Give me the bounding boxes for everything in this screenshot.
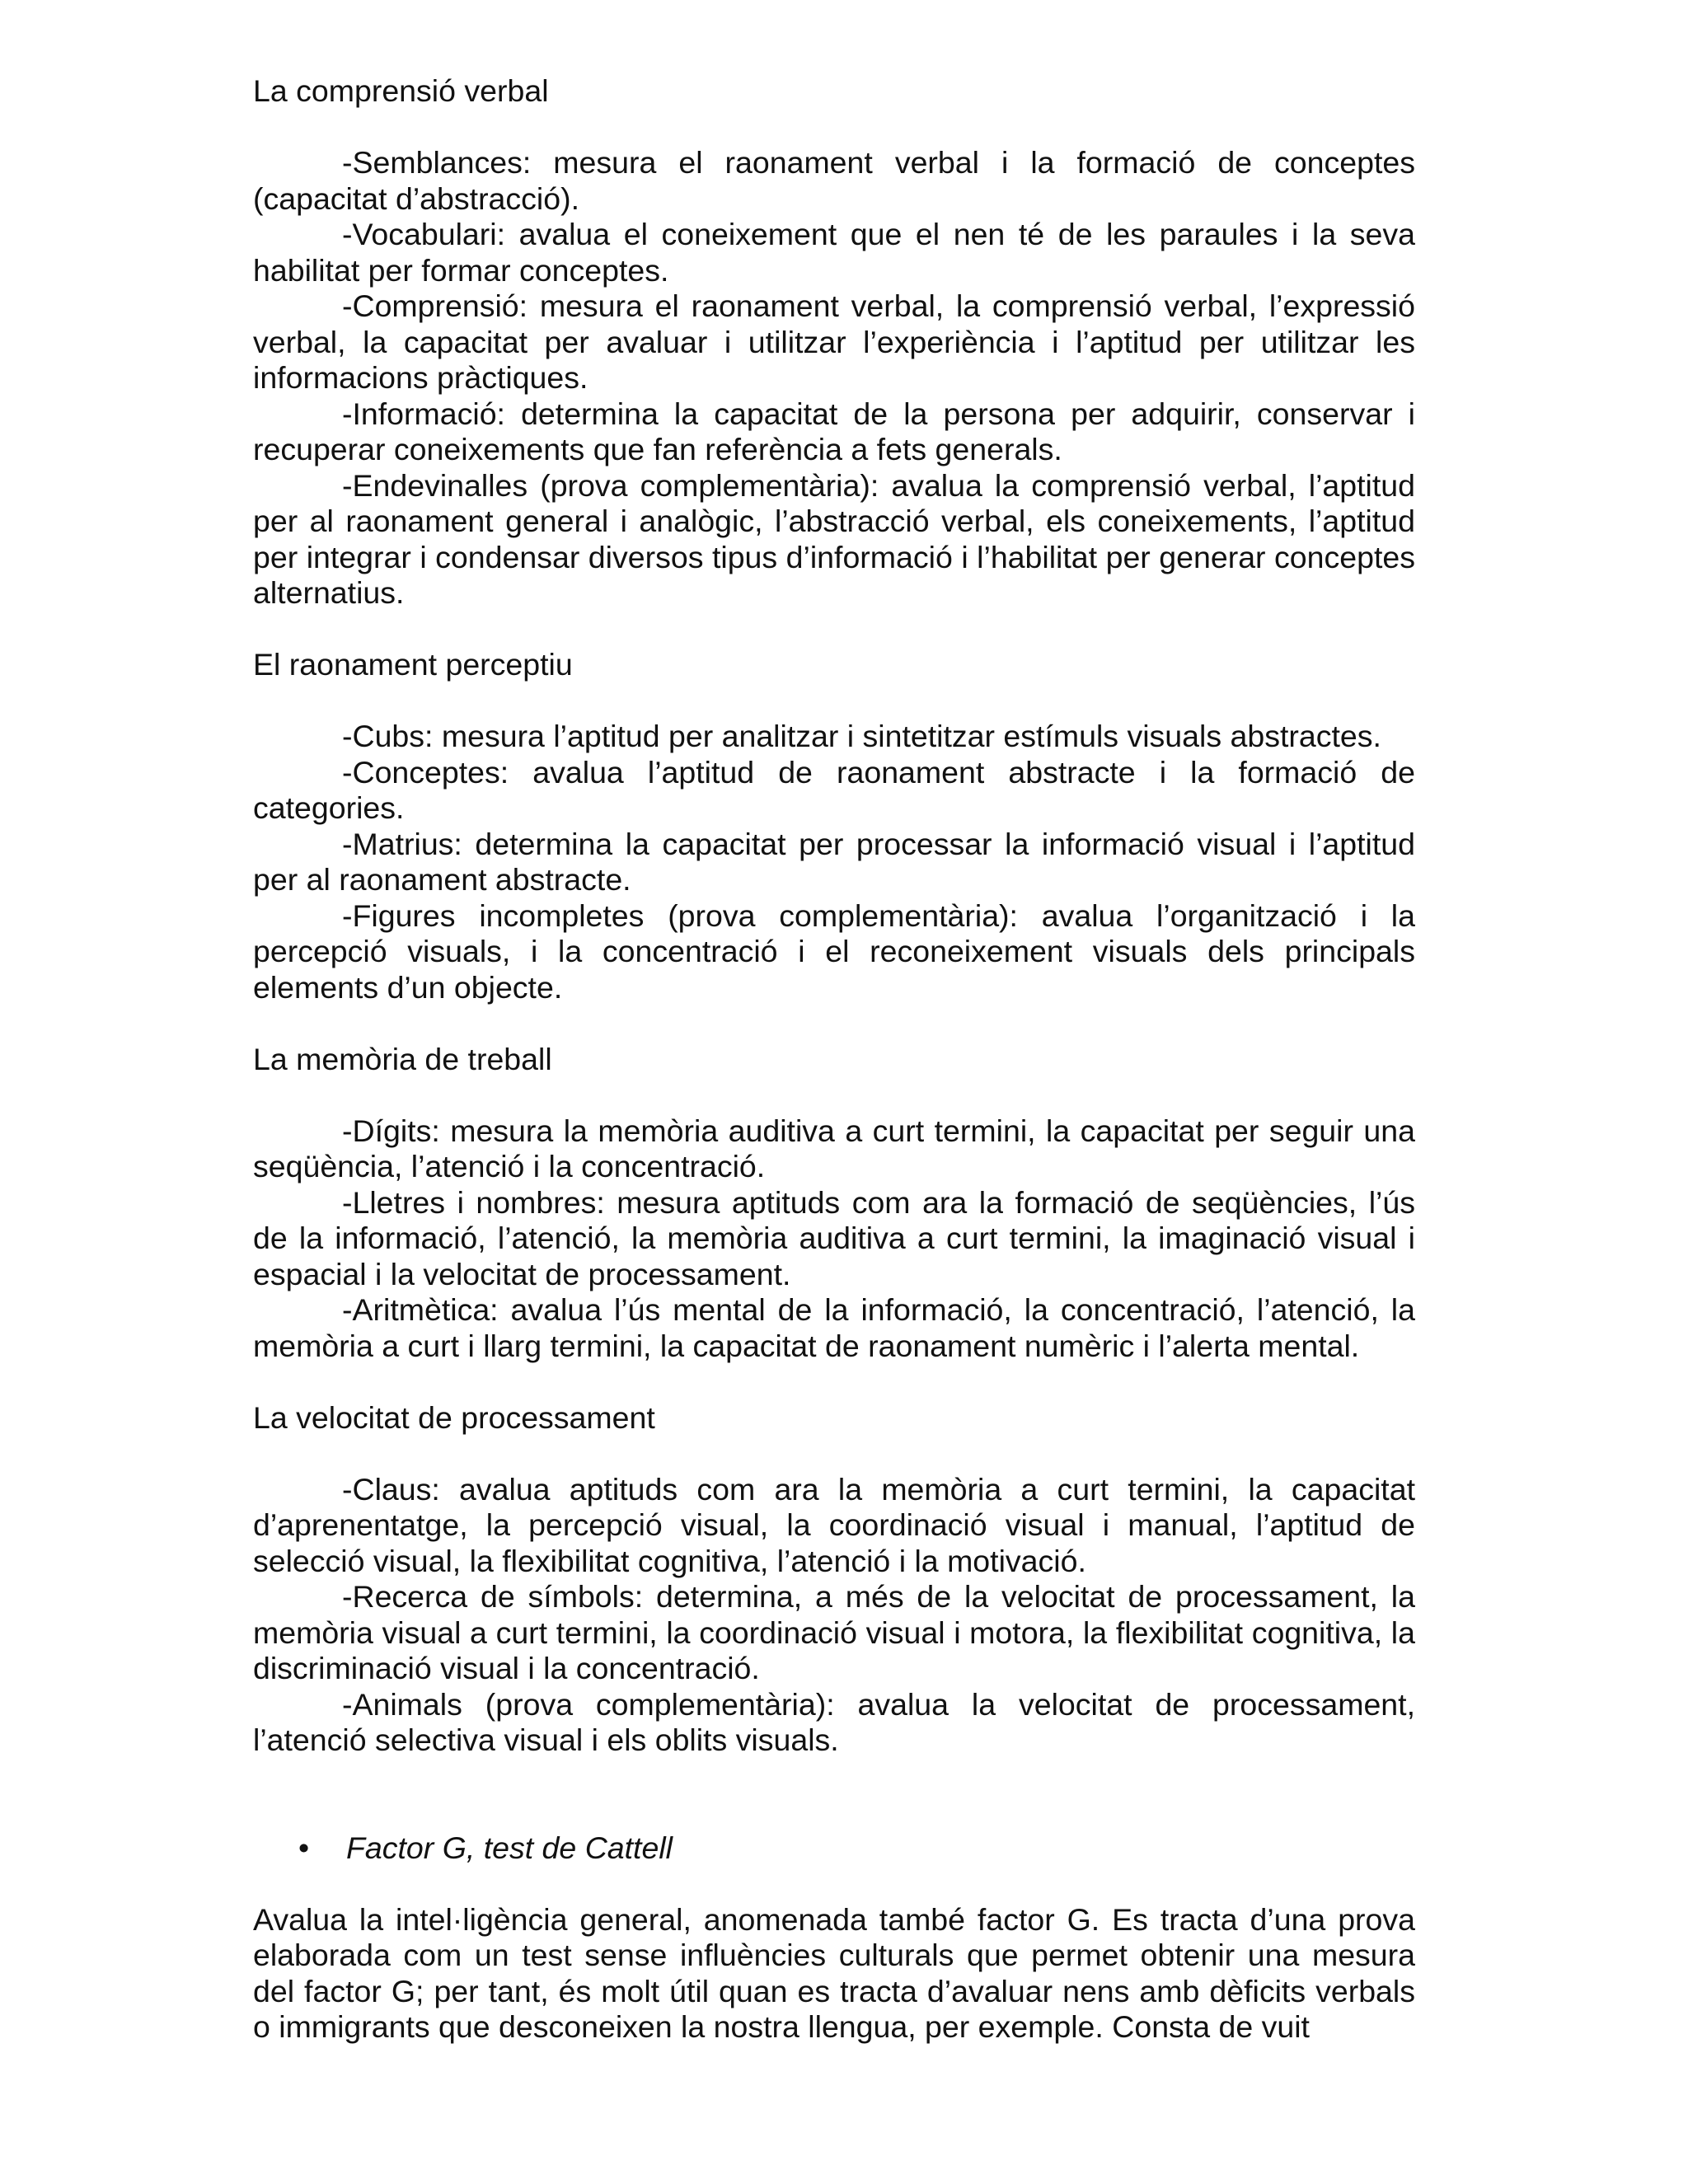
- spacer: [253, 1005, 1415, 1042]
- section-heading: La memòria de treball: [253, 1041, 552, 1076]
- section-memoria-treball: [253, 1042, 1415, 1365]
- section-comprensio-verbal: [253, 73, 1415, 612]
- spacer: [253, 110, 1415, 146]
- bullet-item: [253, 1830, 1415, 1867]
- spacer: [253, 683, 1415, 719]
- list-item: -Comprensió: mesura el raonament verbal, la comprensió verbal, l’expressió verbal, la capacitat per avaluar i utilitzar l’experiència i l’aptitud per utilitzar les informacions pràctiques.: [253, 288, 1415, 395]
- spacer: [253, 1794, 1415, 1830]
- spacer: [253, 1077, 1415, 1113]
- bullet-text: Factor G, test de Cattell: [346, 1830, 673, 1865]
- section-velocitat-processament: [253, 1400, 1415, 1759]
- list-item: -Informació: determina la capacitat de la persona per adquirir, conservar i recuperar coneixements que fan referència a fets generals.: [253, 396, 1415, 466]
- section-heading: La velocitat de processament: [253, 1399, 655, 1435]
- list-item: -Conceptes: avalua l’aptitud de raonament abstracte i la formació de categories.: [253, 754, 1415, 825]
- list-item: -Figures incompletes (prova complementària): avalua l’organització i la percepció visuals, i la concentració i el reconeixement visuals dels principals elements d’un objecte.: [253, 898, 1415, 1005]
- closing-paragraph: Avalua la intel·ligència general, anomenada també factor G. Es tracta d’una prova elaborada com un test sense influències culturals que permet obtenir una mesura del factor G; per tant, és molt útil quan es tracta d’avaluar nens amb dèficits verbals o immigrants que desconeixen la nostra llengua, per exemple. Consta de vuit: [253, 1901, 1415, 2044]
- list-item: -Semblances: mesura el raonament verbal i la formació de conceptes (capacitat d’abstracció).: [253, 145, 1415, 216]
- list-item: -Endevinalles (prova complementària): avalua la comprensió verbal, l’aptitud per al raonament general i analògic, l’abstracció verbal, els coneixements, l’aptitud per integrar i condensar diversos tipus d’informació i l’habilitat per generar conceptes alternatius.: [253, 467, 1415, 610]
- spacer: [253, 1436, 1415, 1472]
- section-heading: La comprensió verbal: [253, 73, 549, 108]
- list-item: -Lletres i nombres: mesura aptituds com ara la formació de seqüències, l’ús de la informació, l’atenció, la memòria auditiva a curt termini, la imaginació visual i espacial i la velocitat de processament.: [253, 1184, 1415, 1291]
- spacer: [253, 1364, 1415, 1400]
- list-item: -Recerca de símbols: determina, a més de la velocitat de processament, la memòria visual a curt termini, la coordinació visual i motora, la flexibilitat cognitiva, la discriminació visual i la concentració.: [253, 1579, 1415, 1685]
- spacer: [253, 1866, 1415, 1902]
- list-item: -Matrius: determina la capacitat per processar la informació visual i l’aptitud per al raonament abstracte.: [253, 826, 1415, 897]
- list-item: -Aritmètica: avalua l’ús mental de la informació, la concentració, l’atenció, la memòria a curt i llarg termini, la capacitat de raonament numèric i l’alerta mental.: [253, 1292, 1415, 1363]
- bullet-icon: •: [298, 1830, 310, 1865]
- list-item: -Dígits: mesura la memòria auditiva a curt termini, la capacitat per seguir una seqüència, l’atenció i la concentració.: [253, 1113, 1415, 1183]
- list-item: -Animals (prova complementària): avalua la velocitat de processament, l’atenció selectiva visual i els oblits visuals.: [253, 1686, 1415, 1757]
- section-heading: El raonament perceptiu: [253, 647, 573, 682]
- spacer: [253, 612, 1415, 648]
- section-raonament-perceptiu: [253, 647, 1415, 1005]
- bullet-list: [253, 1830, 1415, 1867]
- list-item: -Claus: avalua aptituds com ara la memòria a curt termini, la capacitat d’aprenentatge, la percepció visual, la coordinació visual i manual, l’aptitud de selecció visual, la flexibilitat cognitiva, l’atenció i la motivació.: [253, 1471, 1415, 1578]
- list-item: -Cubs: mesura l’aptitud per analitzar i sintetitzar estímuls visuals abstractes.: [342, 719, 1381, 753]
- list-item: -Vocabulari: avalua el coneixement que el nen té de les paraules i la seva habilitat per formar conceptes.: [253, 217, 1415, 288]
- spacer: [253, 1759, 1415, 1795]
- document-body: [253, 73, 1415, 2046]
